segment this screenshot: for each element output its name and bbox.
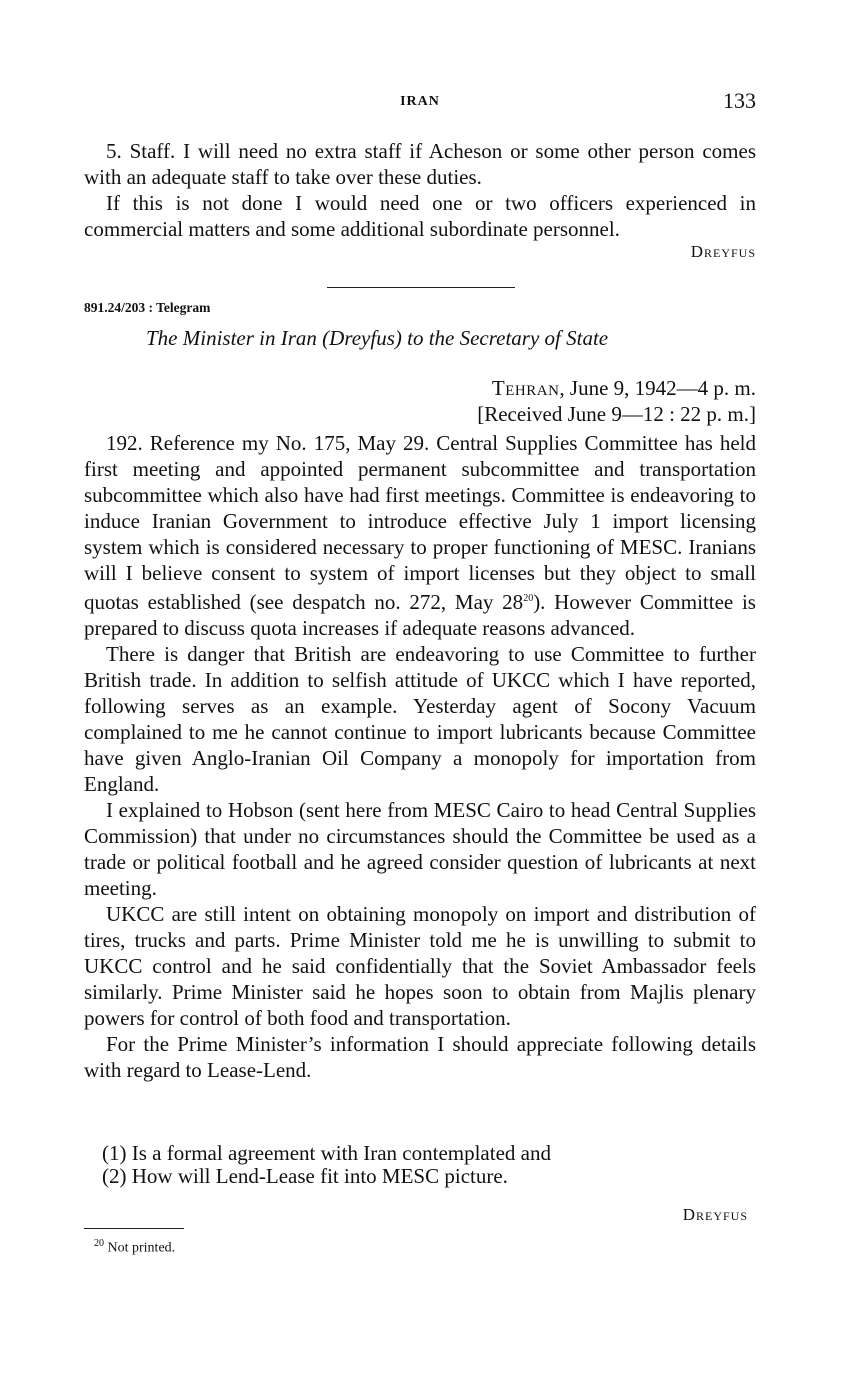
received-line: [Received June 9—12 : 22 p. m.] bbox=[477, 402, 756, 426]
page-number: 133 bbox=[723, 88, 756, 113]
file-reference: 891.24/203 : Telegram bbox=[84, 300, 211, 315]
dateline-date: , June 9, 1942—4 p. m. bbox=[559, 376, 756, 400]
section-divider bbox=[327, 287, 515, 288]
question-list bbox=[102, 1142, 551, 1188]
paragraph: UKCC are still intent on obtaining monopoly on import and distribution of tires, trucks and parts. Prime Minister told me he is unwilling to submit to UKCC control and he said confidentially that the Soviet Ambassador feels similarly. Prime Minister said he hopes soon to obtain from Majlis plenary powers for control of both food and transportation. bbox=[84, 902, 756, 1030]
telegram-body bbox=[84, 430, 756, 1083]
signature: Dreyfus bbox=[690, 242, 756, 261]
dateline-place: Tehran bbox=[491, 376, 560, 400]
dateline bbox=[477, 375, 756, 427]
running-head: IRAN bbox=[400, 94, 440, 109]
signature: Dreyfus bbox=[682, 1205, 748, 1224]
paragraph: For the Prime Minister’s information I should appreciate following details with regard to Lease-Lend. bbox=[84, 1032, 756, 1082]
paragraph: I explained to Hobson (sent here from MESC Cairo to head Central Supplies Commission) that under no circumstances should the Committee be used as a trade or political football and he agreed consider question of lubricants at next meeting. bbox=[84, 798, 756, 900]
document-title: The Minister in Iran (Dreyfus) to the Secretary of State bbox=[146, 326, 609, 350]
first-document bbox=[84, 138, 756, 262]
paragraph: 5. Staff. I will need no extra staff if Acheson or some other person comes with an adequate staff to take over these duties. bbox=[84, 139, 756, 189]
page-header bbox=[84, 88, 756, 122]
footnote-divider bbox=[84, 1228, 184, 1229]
footnote bbox=[94, 1238, 175, 1257]
paragraph: There is danger that British are endeavoring to use Committee to further British trade. In addition to selfish attitude of UKCC which I have reported, following serves as an example. Yesterday agent of Socony Vacuum complained to me he cannot continue to import lubricants because Committee have given Anglo-Iranian Oil Company a monopoly for importation from England. bbox=[84, 642, 756, 796]
list-item: (2) How will Lend-Lease fit into MESC picture. bbox=[102, 1164, 508, 1188]
list-item: (1) Is a formal agreement with Iran contemplated and bbox=[102, 1141, 551, 1165]
footnote-text: Not printed. bbox=[107, 1240, 176, 1256]
paragraph-text: 192. Reference my No. 175, May 29. Central Supplies Committee has held first meeting and appointed permanent subcommittee and transportation subcommittee which also have had first meetings. Committee is endeavoring to induce Iranian Government to introduce effective July 1 import licensing system which is considered necessary to proper functioning of MESC. Iranians will I believe consent to system of import licenses but they object to small quotas established (see despatch no. 272, May 28 bbox=[84, 431, 756, 614]
footnote-ref: 20 bbox=[523, 593, 534, 604]
paragraph-text: ). However Committee is prepared to discuss quota increases if adequate reasons advanced. bbox=[84, 590, 756, 640]
paragraph bbox=[84, 430, 756, 641]
footnote-number: 20 bbox=[94, 1238, 104, 1249]
paragraph: If this is not done I would need one or two officers experienced in commercial matters and some additional subordinate personnel. bbox=[84, 191, 756, 241]
